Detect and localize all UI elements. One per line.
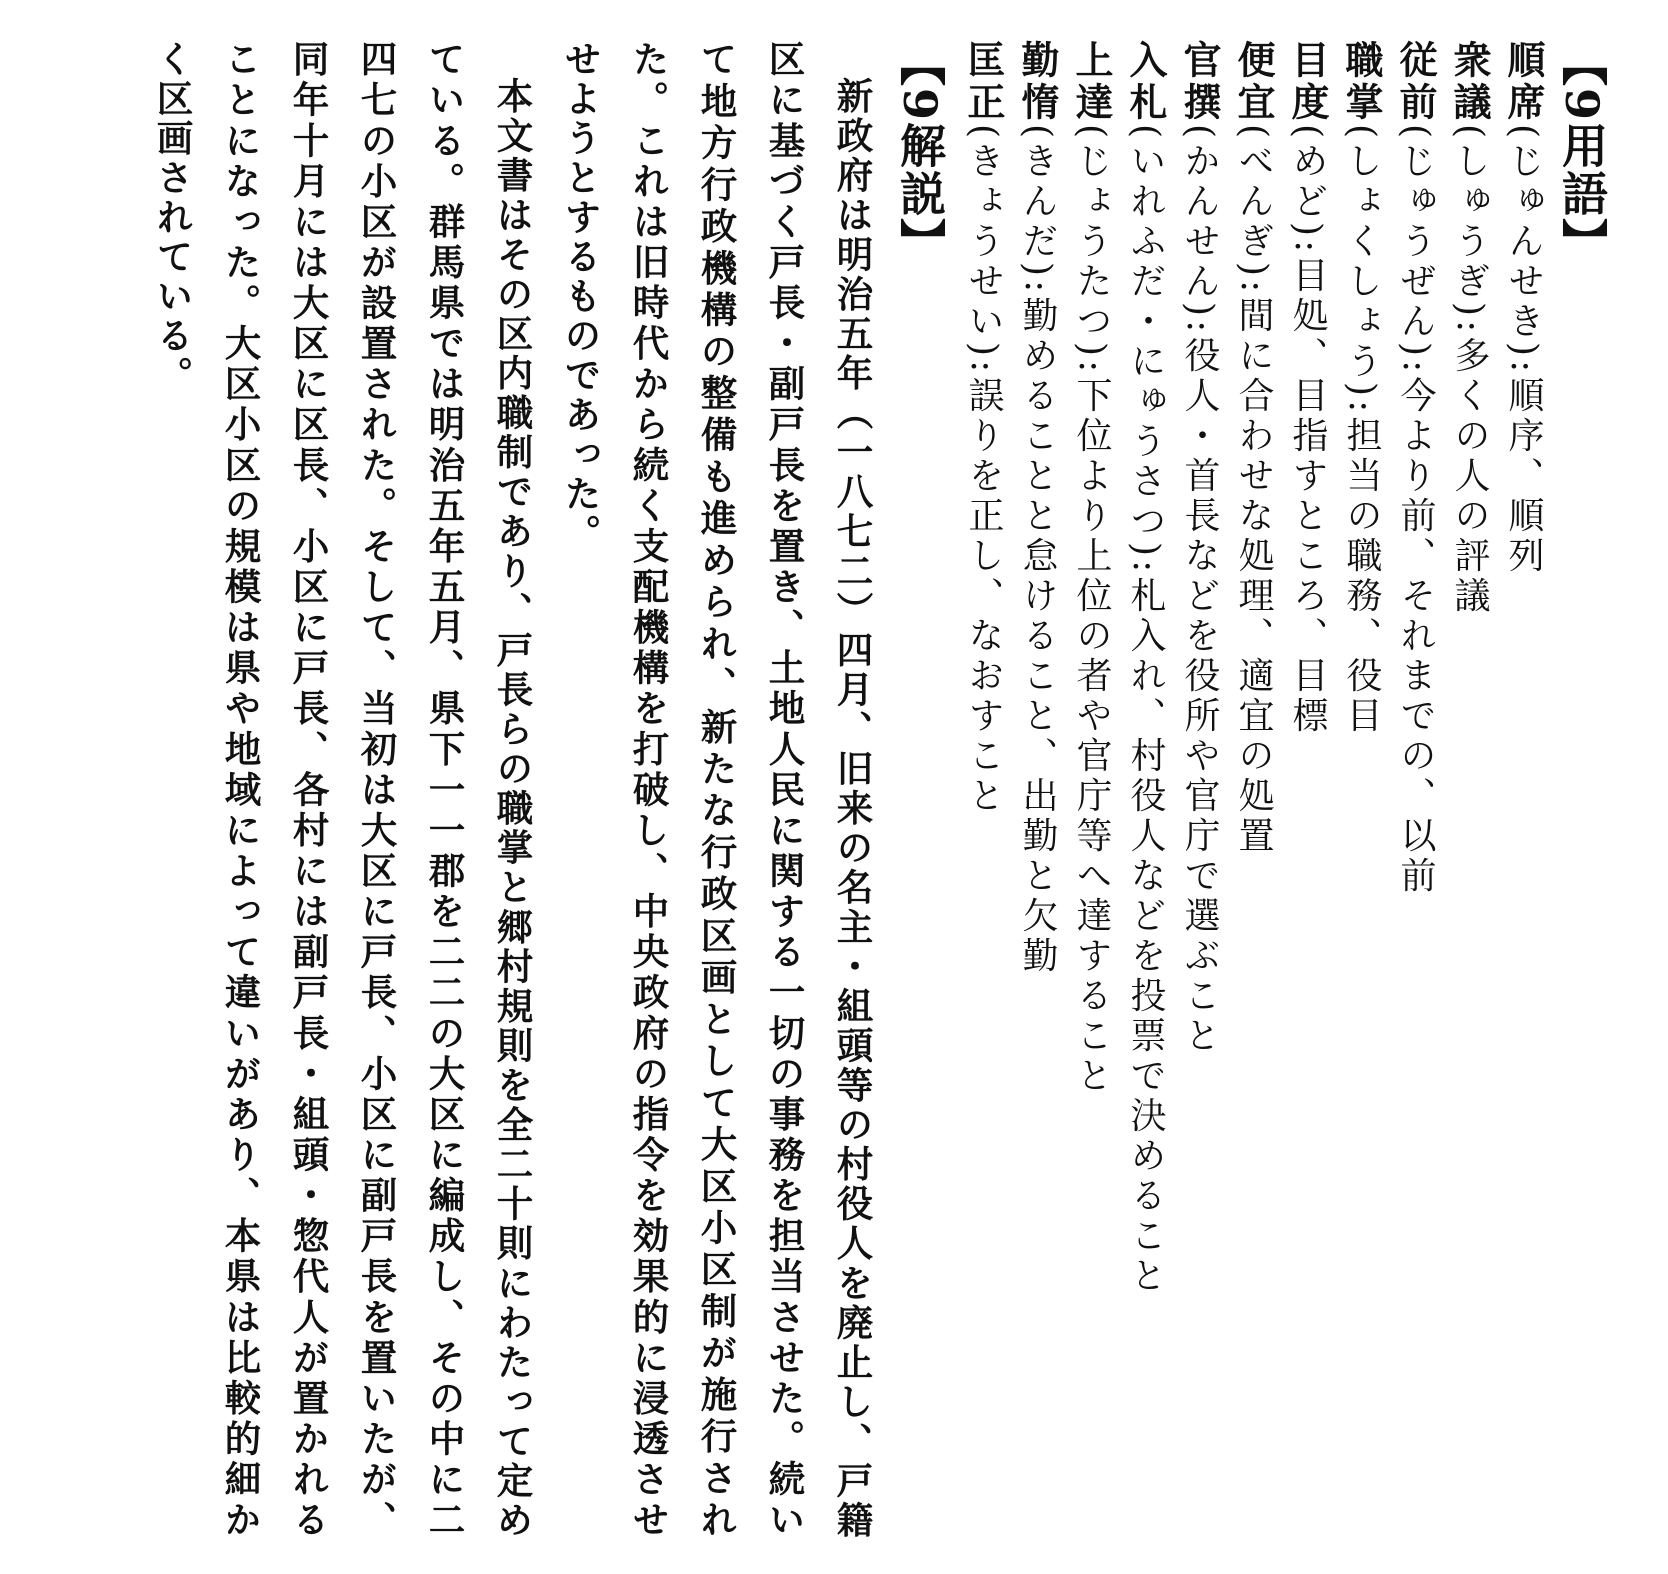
glossary-reading: (じゅうぜん) [1395, 124, 1436, 361]
glossary-term: 職掌 [1339, 40, 1384, 124]
glossary-reading: (かんせん) [1179, 124, 1220, 321]
glossary-entry [1498, 40, 1548, 1540]
glossary-entry [1228, 40, 1278, 1540]
glossary-term: 匡正 [961, 40, 1006, 124]
glossary-definition: :順序、順列 [1503, 360, 1544, 577]
glossary-term: 従前 [1393, 40, 1438, 124]
glossary-entry [1336, 40, 1386, 1540]
glossary-reading: (じょうたつ) [1071, 124, 1112, 361]
glossary-definition: :担当の職務、役目 [1341, 400, 1382, 737]
glossary-term: 入札 [1123, 40, 1168, 124]
glossary-entry [1444, 40, 1494, 1540]
glossary-term: 便宜 [1231, 40, 1276, 124]
glossary-entry [1282, 40, 1332, 1540]
commentary-paragraph: 新政府は明治五年（一八七二）四月、旧来の名主・組頭等の村役人を廃止し、戸籍区に基づく戸長・副戸長を置き、土地人民に関する一切の事務を担当させた。続いて地方行政機構の整備も進められ、新たな行政区画として大区小区制が施行された。これは旧時代から続く支配機構を打破し、中央政府の指令を効果的に浸透させせようとするものであった。 [559, 40, 874, 1541]
glossary-term: 官撰 [1177, 40, 1222, 124]
glossary-heading: 【9用語】 [1555, 40, 1609, 267]
glossary-term: 目度 [1285, 40, 1330, 124]
commentary-section [138, 40, 946, 1540]
glossary-term: 勤惰 [1015, 40, 1060, 124]
glossary-definition: :目処、目指すところ、目標 [1287, 240, 1328, 737]
glossary-reading: (きょうせい) [963, 124, 1004, 361]
glossary-definition: :勤めることと怠けること、出勤と欠勤 [1017, 280, 1058, 977]
glossary-term: 上達 [1069, 40, 1114, 124]
commentary-paragraph: 本文書はその区内職制であり、戸長らの職掌と郷村規則を全二十則にわたって定めている。群馬県では明治五年五月、県下一一郡を二二の大区に編成し、その中に二四七の小区が設置された。そして、当初は大区に戸長、小区に副戸長を置いたが、同年十月には大区に区長、小区に戸長、各村には副戸長・組頭・惣代人が置かれることになった。大区小区の規模は県や地域によって違いがあり、本県は比較的細かく区画されている。 [151, 40, 534, 1541]
glossary-entry [1120, 40, 1170, 1540]
glossary-entry [1012, 40, 1062, 1540]
glossary-entry [1066, 40, 1116, 1540]
glossary-term: 衆議 [1447, 40, 1492, 124]
vertical-document [28, 40, 1608, 1540]
glossary-definition: :誤りを正し、なおすこと [963, 360, 1004, 817]
glossary-reading: (しゅうぎ) [1449, 124, 1490, 321]
glossary-reading: (しょくしょう) [1341, 124, 1382, 401]
glossary-reading: (きんだ) [1017, 124, 1058, 281]
glossary-definition: :多くの人の評議 [1449, 320, 1490, 617]
glossary-definition: :間に合わせな処理、適宜の処置 [1233, 280, 1274, 857]
commentary-heading: 【9解説】 [893, 40, 947, 267]
glossary-definition: :札入れ、村役人などを投票で決めること [1125, 560, 1166, 1297]
glossary-reading: (いれふだ・にゅうさつ) [1125, 124, 1166, 561]
glossary-definition: :下位より上位の者や官庁等へ達すること [1071, 360, 1112, 1097]
glossary-definition: :今より前、それまでの、以前 [1395, 360, 1436, 897]
glossary-reading: (めど) [1287, 124, 1328, 241]
glossary-reading: (べんぎ) [1233, 124, 1274, 281]
glossary-list [958, 40, 1548, 1540]
glossary-section [958, 40, 1608, 1540]
glossary-entry [1174, 40, 1224, 1540]
glossary-reading: (じゅんせき) [1503, 124, 1544, 361]
glossary-entry [958, 40, 1008, 1540]
glossary-term: 順席 [1501, 40, 1546, 124]
glossary-entry [1390, 40, 1440, 1540]
glossary-definition: :役人・首長などを役所や官庁で選ぶこと [1179, 320, 1220, 1057]
